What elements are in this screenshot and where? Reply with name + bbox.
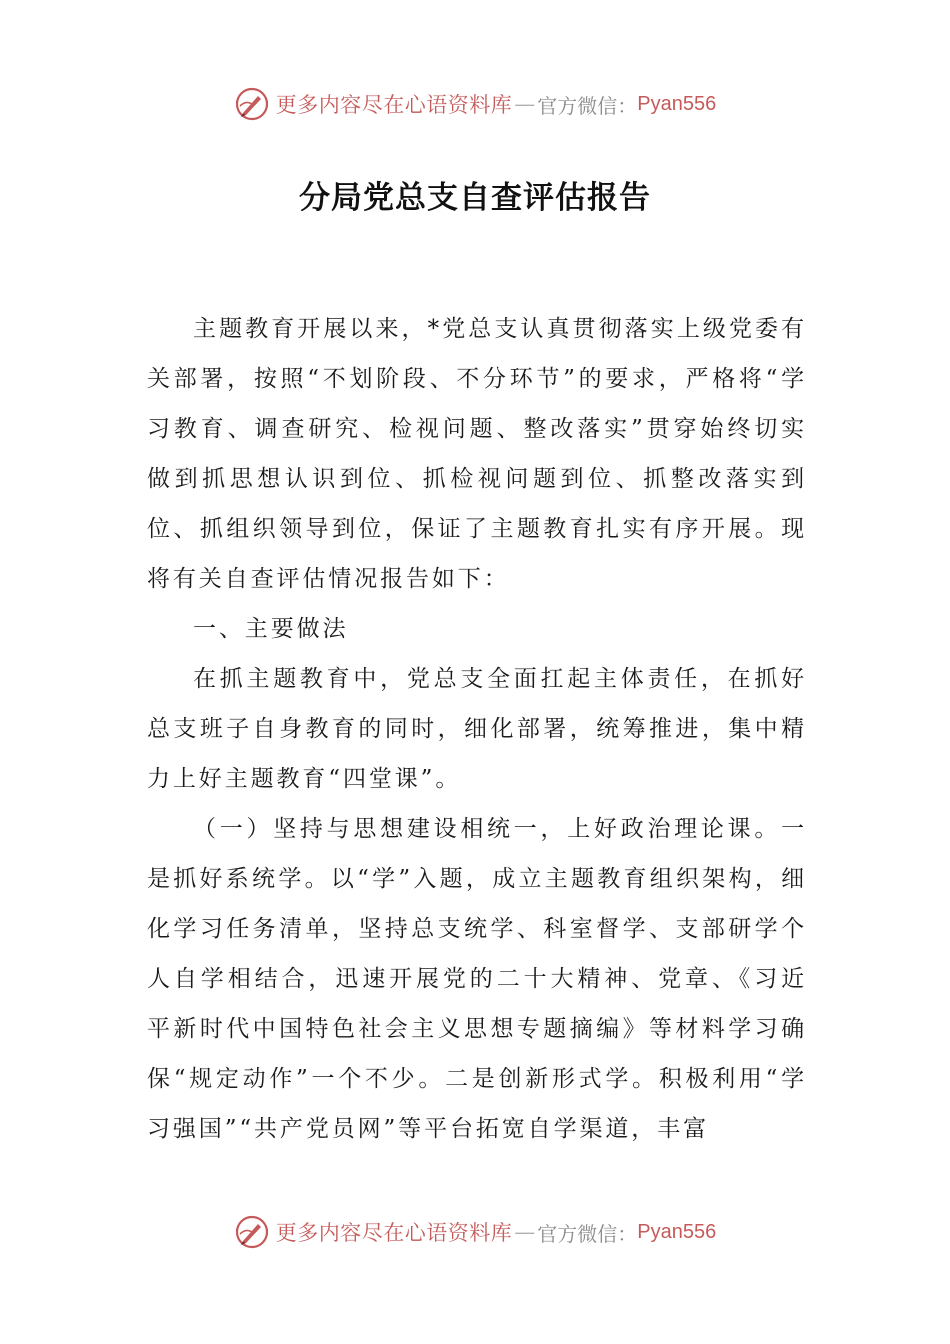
footer-watermark-banner	[0, 1212, 950, 1252]
paragraph-overview: 在抓主题教育中，党总支全面扛起主体责任，在抓好总支班子自身教育的同时，细化部署，统筹推进，集中精力上好主题教育“四堂课”。	[147, 666, 807, 792]
banner-wechat-label: 官方微信：	[537, 93, 638, 118]
paragraph-intro: 主题教育开展以来，*党总支认真贯彻落实上级党委有关部署，按照“不划阶段、不分环节”的要求，严格将“学习教育、调查研究、检视问题、整改落实”贯穿始终切实做到抓思想认识到位、抓检视问题到位、抓整改落实到位、抓组织领导到位，保证了主题教育扎实有序开展。现将有关自查评估情况报告如下：	[147, 316, 807, 592]
pen-logo-icon	[234, 1214, 270, 1250]
banner-dash: —	[514, 92, 536, 116]
pen-logo-icon	[234, 86, 270, 122]
banner-wechat-id: Pyan556	[637, 92, 717, 115]
banner-wechat-label: 官方微信：	[537, 1221, 638, 1246]
paragraph-theory-course: （一）坚持与思想建设相统一，上好政治理论课。一是抓好系统学。以“学”入题，成立主题教育组织架构，细化学习任务清单，坚持总支统学、科室督学、支部研学个人自学相结合，迅速开展党的二十大精神、党章、《习近平新时代中国特色社会主义思想专题摘编》等材料学习确保“规定动作”一个不少。二是创新形式学。积极利用“学习强国”“共产党员网”等平台拓宽自学渠道，丰富	[147, 816, 807, 1142]
document-title: 分局党总支自查评估报告	[299, 180, 651, 216]
document-body	[147, 304, 807, 1154]
banner-text: 更多内容尽在心语资料库	[275, 1221, 513, 1245]
header-watermark-banner	[0, 84, 950, 124]
banner-dash: —	[514, 1220, 536, 1244]
banner-text: 更多内容尽在心语资料库	[275, 93, 513, 117]
banner-wechat-id: Pyan556	[637, 1220, 717, 1243]
section-heading-main-practices: 一、主要做法	[193, 616, 349, 642]
